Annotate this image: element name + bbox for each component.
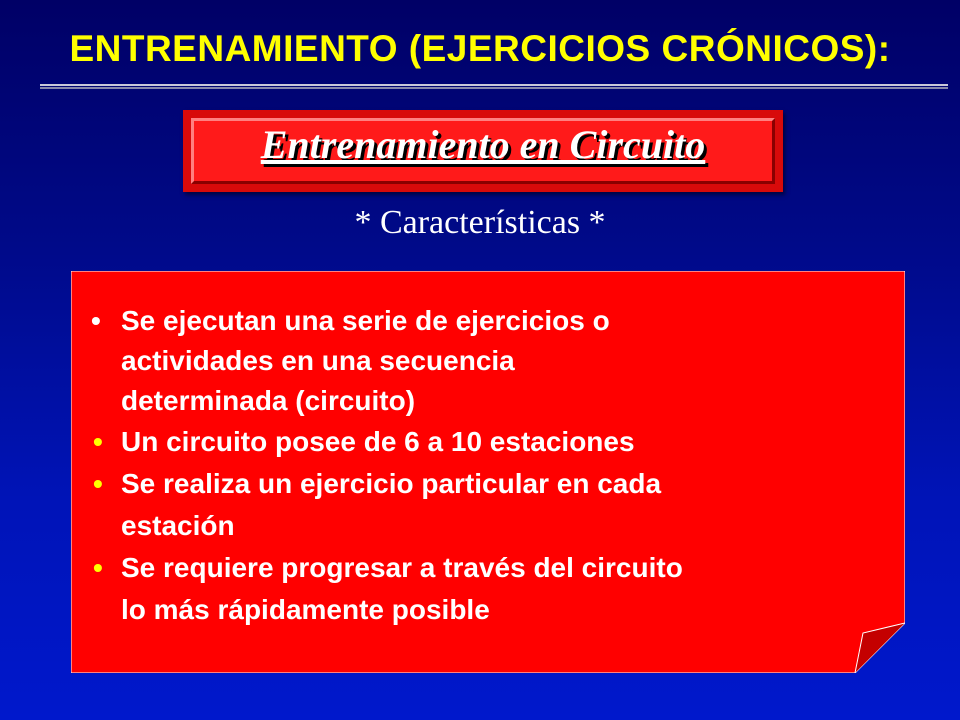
list-item [87, 547, 897, 631]
bullet-icon: • [93, 468, 103, 499]
bullet-line: Se realiza un ejercicio particular en cada [121, 468, 662, 499]
title-underline [40, 84, 948, 89]
bullet-line: determinada (circuito) [121, 385, 416, 416]
bullet-icon: • [93, 426, 103, 457]
bullet-icon: • [93, 552, 103, 583]
list-item [87, 301, 897, 421]
list-item [87, 463, 897, 547]
bullet-icon: • [91, 305, 101, 336]
content-panel [71, 271, 905, 673]
bullet-line: Se ejecutan una serie de ejercicios o [121, 305, 610, 336]
bullet-line: lo más rápidamente posible [121, 594, 490, 625]
list-item [87, 421, 897, 463]
slide-title: ENTRENAMIENTO (EJERCICIOS CRÓNICOS): [69, 28, 891, 69]
subtitle: * Características * [354, 204, 606, 241]
bullet-line: Un circuito posee de 6 a 10 estaciones [121, 426, 635, 457]
banner-title: Entrenamiento en Circuito [260, 121, 706, 167]
bullet-line: Se requiere progresar a través del circuito [121, 552, 683, 583]
banner-box [183, 110, 783, 192]
bullet-list [87, 301, 897, 631]
bullet-line: estación [121, 510, 235, 541]
bullet-line: actividades en una secuencia [121, 345, 515, 376]
